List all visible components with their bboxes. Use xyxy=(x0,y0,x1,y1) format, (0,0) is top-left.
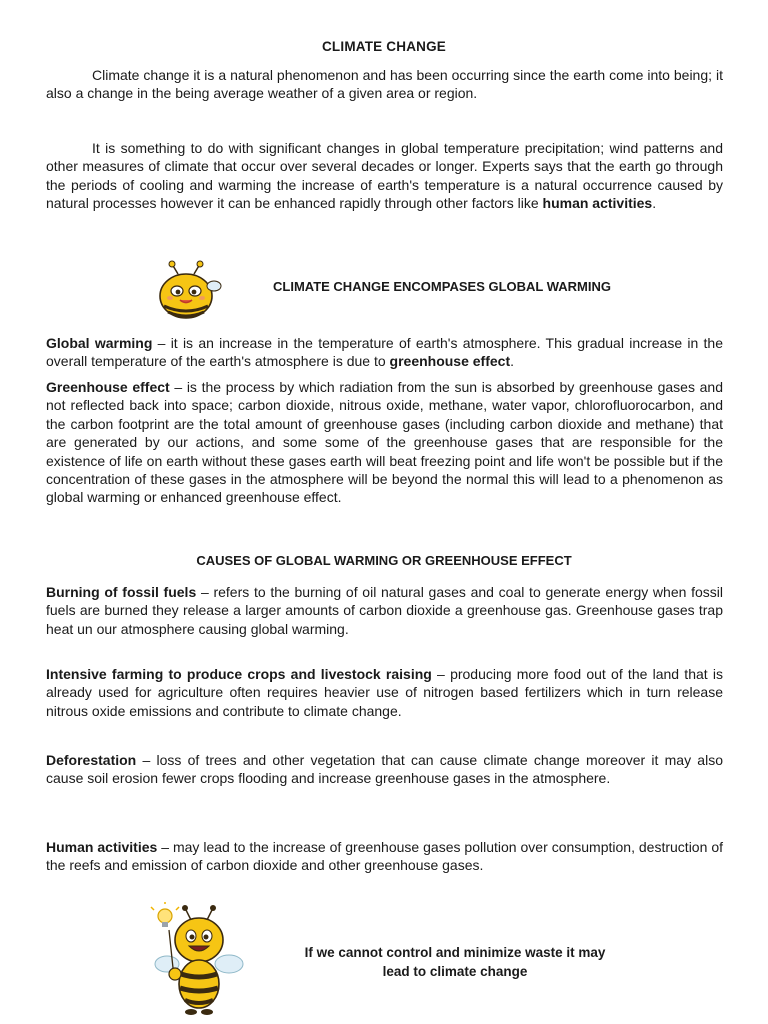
cause-term: Human activities xyxy=(46,839,158,855)
closing-line-2: lead to climate change xyxy=(382,964,528,979)
cause-text: – producing more food out of the land that is already used for agriculture often requires heavier use of nitrogen based fertilizers which in turn release nitrous oxide emissions and contribute to climate change. xyxy=(46,666,723,719)
cause-text: – may lead to the increase of greenhouse gases pollution over consumption, destruction of the reefs and emission of carbon dioxide and other greenhouse gases. xyxy=(46,839,723,874)
cause-item xyxy=(46,583,723,638)
greenhouse-effect-paragraph xyxy=(46,378,723,507)
cause-term: Deforestation xyxy=(46,752,137,768)
closing-message xyxy=(270,943,640,981)
cause-text: – refers to the burning of oil natural gases and coal to generate energy when fossil fuels are burned they release a larger amounts of carbon dioxide a greenhouse gas. Greenhouse gases trap heat un our atmosphere causing global warming. xyxy=(46,584,724,637)
subtitle-causes: CAUSES OF GLOBAL WARMING OR GREENHOUSE EFFECT xyxy=(196,553,572,568)
global-warming-term: Global warming xyxy=(46,335,153,351)
global-warming-paragraph xyxy=(46,334,723,371)
bee-with-lightbulb-icon xyxy=(145,902,255,1018)
cause-item xyxy=(46,751,723,788)
intro-2-text: It is something to do with significant changes in global temperature precipitation; wind patterns and other measures of climate that occur over several decades or longer. Experts says that the earth go through the periods of cooling and warming the increase of earth's temperature is a natural occurrence caused by natural processes however it can be enhanced rapidly through other factors like xyxy=(46,140,723,212)
global-warming-end: . xyxy=(510,353,515,370)
cause-text: – loss of trees and other vegetation that can cause climate change moreover it may also cause soil erosion fewer crops flooding and increase greenhouse gases in the atmosphere. xyxy=(46,752,723,787)
global-warming-bold-end: greenhouse effect xyxy=(389,353,511,370)
intro-paragraph-1: Climate change it is a natural phenomenon and has been occurring since the earth come into being; it also a change in the being average weather of a given area or region. xyxy=(46,67,723,102)
greenhouse-effect-text: – is the process by which radiation from the sun is absorbed by greenhouse gases and not reflected back into space; carbon dioxide, nitrous oxide, methane, water vapor, chlorofluorocarbon, and the carbon footprint are the total amount of greenhouse gases (including carbon dioxide and methane) that are generated by our actions, and some some of the greenhouse gases that are responsible for the existence of life on earth without these gases earth will beat freezing point and life won't be possible but if the concentration of these gases in the atmosphere will be beyond the normal this will lead to a phenomenon as global warming or enhanced greenhouse effect. xyxy=(46,379,723,506)
intro-2-end: . xyxy=(652,195,657,212)
greenhouse-effect-term: Greenhouse effect xyxy=(46,379,170,395)
document-title: CLIMATE CHANGE xyxy=(321,39,447,54)
intro-paragraph-2 xyxy=(46,139,723,213)
cause-term: Intensive farming to produce crops and livestock raising xyxy=(46,666,432,682)
cause-item xyxy=(46,665,723,720)
cause-term: Burning of fossil fuels xyxy=(46,584,197,600)
cause-item xyxy=(46,838,723,875)
closing-line-1: If we cannot control and minimize waste it may xyxy=(304,945,606,960)
global-warming-text: – it is an increase in the temperature of earth's atmosphere. This gradual increase in the overall temperature of the earth's atmosphere is due to xyxy=(46,335,724,370)
subtitle-global-warming: CLIMATE CHANGE ENCOMPASES GLOBAL WARMING xyxy=(273,279,611,294)
intro-2-bold: human activities xyxy=(542,195,653,212)
